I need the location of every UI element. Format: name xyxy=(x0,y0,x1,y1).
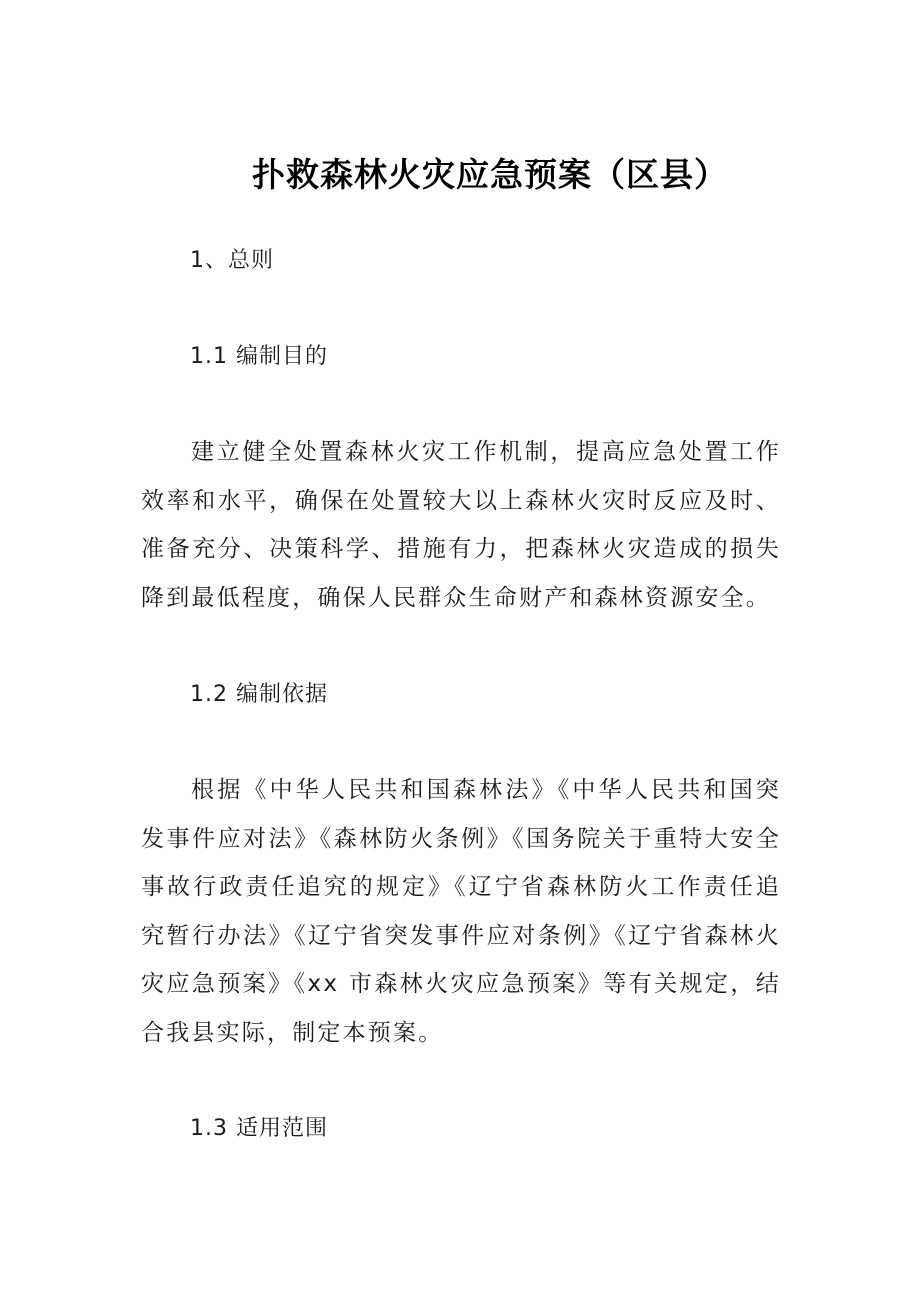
paragraph-purpose: 建立健全处置森林火灾工作机制，提高应急处置工作效率和水平，确保在处置较大以上森林火灾时反应及时、准备充分、决策科学、措施有力，把森林火灾造成的损失降到最低程度，确保人民群众生命财产和森林资源安全。 xyxy=(141,439,781,611)
document-title: 扑救森林火灾应急预案（区县） xyxy=(252,155,728,194)
section-heading-basis: 1.2 编制依据 xyxy=(190,682,328,707)
paragraph-basis: 根据《中华人民共和国森林法》《中华人民共和国突发事件应对法》《森林防火条例》《国务院关于重特大安全事故行政责任追究的规定》《辽宁省森林防火工作责任追究暂行办法》《辽宁省突发事件应对条例》《辽宁省森林火灾应急预案》《xx 市森林火灾应急预案》等有关规定，结合我县实际，制定本预案。 xyxy=(141,777,781,1046)
section-heading-purpose: 1.1 编制目的 xyxy=(190,344,328,369)
section-heading-scope: 1.3 适用范围 xyxy=(190,1116,328,1141)
section-heading-general: 1、总则 xyxy=(190,248,274,273)
